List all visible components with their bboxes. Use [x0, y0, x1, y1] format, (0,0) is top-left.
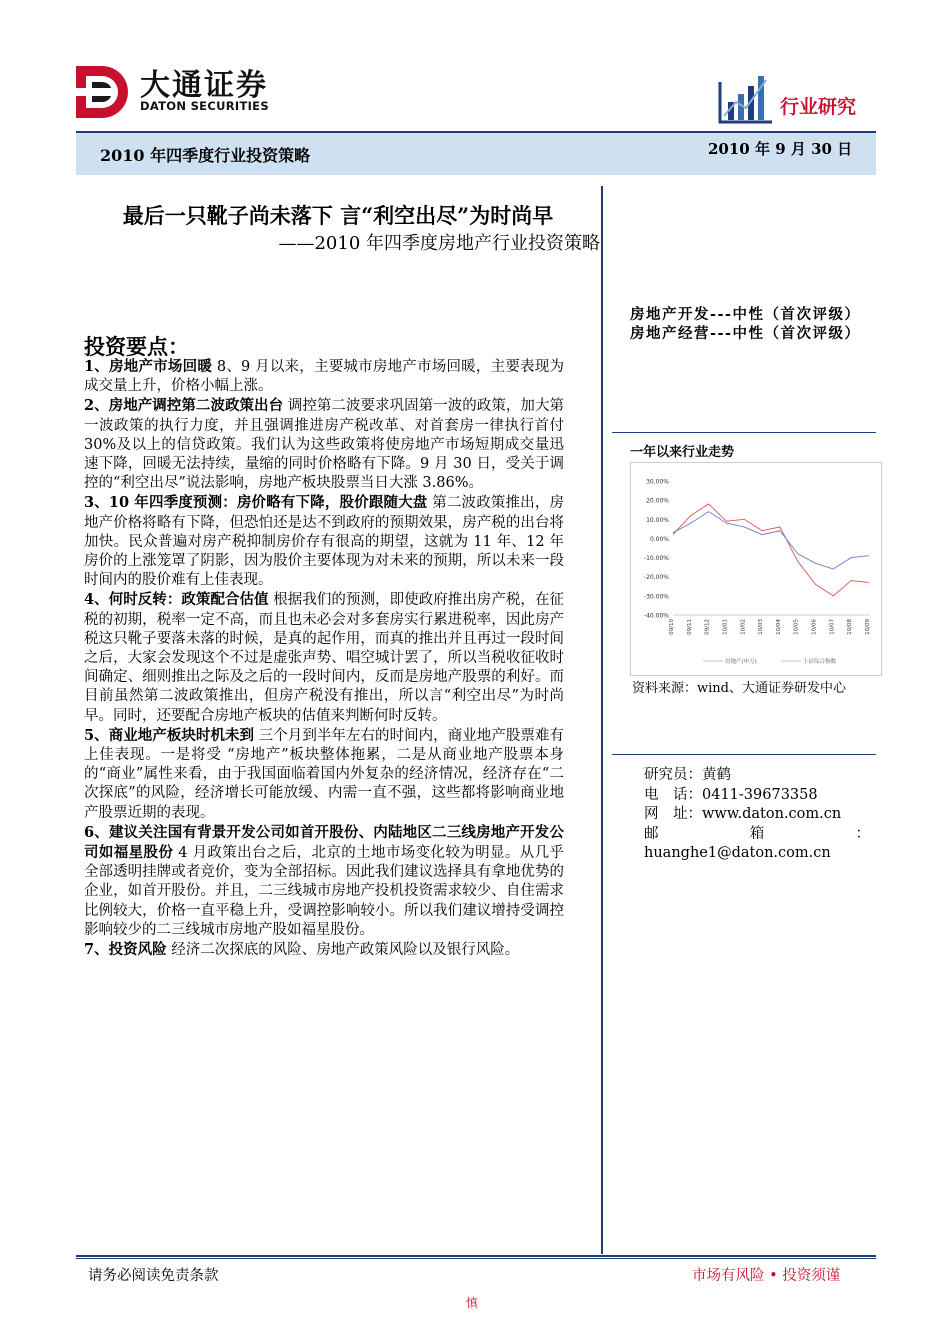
phone-label: 电 话：	[644, 786, 702, 803]
x-tick-label: 10/05	[793, 619, 800, 635]
legend-label: 上证综合指数	[803, 659, 837, 665]
key-point	[84, 940, 564, 960]
y-tick-label: -30.00%	[643, 593, 669, 601]
key-point	[84, 590, 564, 725]
series-line-shanghai-index	[673, 512, 869, 569]
x-tick-label: 09/12	[704, 619, 711, 635]
key-point-heading: 2、房地产调控第二波政策出台	[84, 397, 284, 415]
key-point-text: 根据我们的预测，即使政府推出房产税，在征税的初期，税率一定不高，而且也未必会对多套房实行累进税率，因此房产税这只靴子要落未落的时候，是真的起作用，而真的推出并且再过一段时间之后，大家会发现这个不过是虚张声势、唱空城计罢了，所以当税收征收时间确定、细则推出之际及之后的一段时间内，反而是房地产股票的利好。而目前虽然第二波政策推出，但房产税没有推出，所以言“利空出尽”为时尚早。同时，还要配合房地产板块的估值来判断何时反转。	[84, 592, 565, 724]
divider	[612, 754, 876, 755]
industry-trend-chart	[630, 462, 882, 676]
key-point-heading: 1、房地产市场回暖	[84, 358, 213, 375]
x-tick-label: 10/08	[847, 619, 854, 635]
key-point-text: 第二波政策推出，房地产价格将略有下降，但恐怕还是达不到政府的预期效果，房产税的出台将加快。民众普遍对房产税抑制房价存有很高的期望，这就为 11 年、12 年房价的上涨笼罩了阴影，因为股价主要体现为对未来的预期，所以未来一段时间内的股价难有上佳表现。	[84, 495, 564, 589]
daton-logo-icon	[72, 62, 134, 122]
company-name-en: DATON SECURITIES	[140, 99, 269, 113]
x-tick-label: 10/03	[758, 619, 765, 635]
report-title: 最后一只靴子尚未落下 言“利空出尽”为时尚早	[122, 203, 554, 228]
page-mark: 慎	[466, 1296, 479, 1310]
key-point-text: 三个月到半年左右的时间内，商业地产股票难有上佳表现。一是将受 “房地产”板块整体拖累，二是从商业地产股票本身的“商业”属性来看，由于我国面临着国内外复杂的经济情况，经济存在“二次探底”的风险，经济增长可能放缓、内需一直不强，这些都将影响商业地产股票近期的表现。	[84, 727, 564, 821]
x-tick-label: 10/07	[829, 619, 836, 635]
key-point	[84, 396, 564, 493]
footer-rule	[76, 1255, 876, 1257]
y-tick-label: 20.00%	[646, 497, 669, 505]
y-tick-label: 10.00%	[646, 516, 669, 524]
report-type-label: 行业研究	[780, 96, 857, 118]
x-tick-label: 09/10	[669, 619, 675, 635]
chart-source: 资料来源：wind、大通证券研发中心	[632, 681, 846, 696]
x-tick-label: 10/06	[811, 619, 818, 635]
key-point	[84, 726, 564, 823]
report-date: 2010 年 9 月 30 日	[708, 140, 853, 158]
key-point-text: 调控第二波要求巩固第一波的政策，加大第一波政策的执行力度，并且强调推进房产税改革、对首套房一律执行首付 30%及以上的信贷政策。我们认为这些政策将使房地产市场短期成交量迅速下降，回暖无法持续，量缩的同时价格略有下降。9 月 30 日，受关于调控的“利空出尽”说法影响，房地产板块股票当日大涨 3.86%。	[84, 398, 564, 492]
y-tick-label: -10.00%	[643, 555, 669, 563]
phone-row	[644, 786, 870, 806]
key-point-text: 8、9 月以来，主要城市房地产市场回暖，主要表现为成交量上升，价格小幅上涨。	[84, 359, 564, 395]
y-tick-label: -20.00%	[643, 574, 669, 582]
y-tick-label: -40.00%	[643, 612, 669, 620]
y-tick-label: 0.00%	[649, 535, 669, 543]
x-tick-label: 10/01	[722, 619, 729, 635]
legend-label: 房地产(申万)	[725, 659, 757, 665]
phone-value: 0411-39673358	[702, 786, 818, 803]
key-point-heading: 4、何时反转：政策配合估值	[84, 591, 269, 609]
email-label-1: 邮	[644, 825, 659, 842]
key-point-text: 经济二次探底的风险、房地产政策风险以及银行风险。	[166, 942, 520, 959]
x-tick-label: 09/11	[686, 619, 693, 635]
x-tick-label: 10/04	[775, 619, 782, 635]
divider	[612, 432, 876, 433]
email-colon: ：	[855, 825, 870, 842]
key-point	[84, 493, 564, 590]
website-label: 网 址：	[644, 806, 702, 823]
x-tick-label: 10/02	[740, 619, 747, 635]
series-line-real-estate	[673, 504, 869, 596]
analyst-label: 研究员：	[644, 767, 702, 783]
email-link[interactable]: huanghe1@daton.com.cn	[644, 845, 831, 862]
rating-item: 房地产经营---中性（首次评级）	[630, 325, 861, 342]
key-point-heading: 3、10 年四季度预测：房价略有下降，股价跟随大盘	[84, 494, 428, 512]
x-tick-label: 10/09	[865, 619, 871, 635]
key-point	[84, 357, 564, 396]
key-point-text: 4 月政策出台之后，北京的土地市场变化较为明显。从几乎全部透明挂牌或者竞价，变为全部招标。因此我们建议选择具有拿地优势的企业，如首开股份。并且，二三线城市房地产投机投资需求较少、自住需求比例较大，价格一直平稳上升，受调控影响较小。所以我们建议增持受调控影响较少的二三线城市房地产股如福星股份。	[84, 845, 564, 938]
footer-rule	[76, 1258, 876, 1259]
company-name-cn: 大通证券	[140, 68, 268, 103]
y-tick-label: 30.00%	[646, 478, 669, 486]
column-divider	[601, 186, 603, 1254]
chart-title: 一年以来行业走势	[630, 445, 735, 460]
key-point-heading: 5、商业地产板块时机未到	[84, 726, 255, 744]
disclaimer-note[interactable]: 请务必阅读免责条款	[88, 1268, 219, 1284]
risk-warning: 市场有风险 • 投资须谨	[692, 1268, 841, 1284]
section-heading: 投资要点：	[84, 334, 189, 359]
analyst-name: 黄鹤	[702, 767, 731, 783]
email-label-row	[644, 825, 870, 845]
key-point	[84, 823, 564, 940]
bar-chart-icon	[716, 72, 776, 126]
key-point-heading: 7、投资风险	[84, 941, 167, 959]
report-subtitle: ——2010 年四季度房地产行业投资策略	[278, 233, 600, 254]
analyst-row	[644, 766, 870, 786]
key-points	[84, 357, 564, 960]
report-series-title: 2010 年四季度行业投资策略	[100, 146, 311, 165]
key-point-heading: 6、建议关注国有背景开发公司如首开股份、内陆地区二三线房地产开发公司如福星股份	[84, 823, 564, 862]
industry-ratings	[630, 305, 870, 343]
website-row	[644, 805, 870, 825]
rating-item: 房地产开发---中性（首次评级）	[630, 306, 861, 323]
analyst-contact	[644, 766, 870, 864]
email-label-2: 箱	[749, 825, 765, 842]
website-link[interactable]: www.daton.com.cn	[702, 806, 842, 823]
